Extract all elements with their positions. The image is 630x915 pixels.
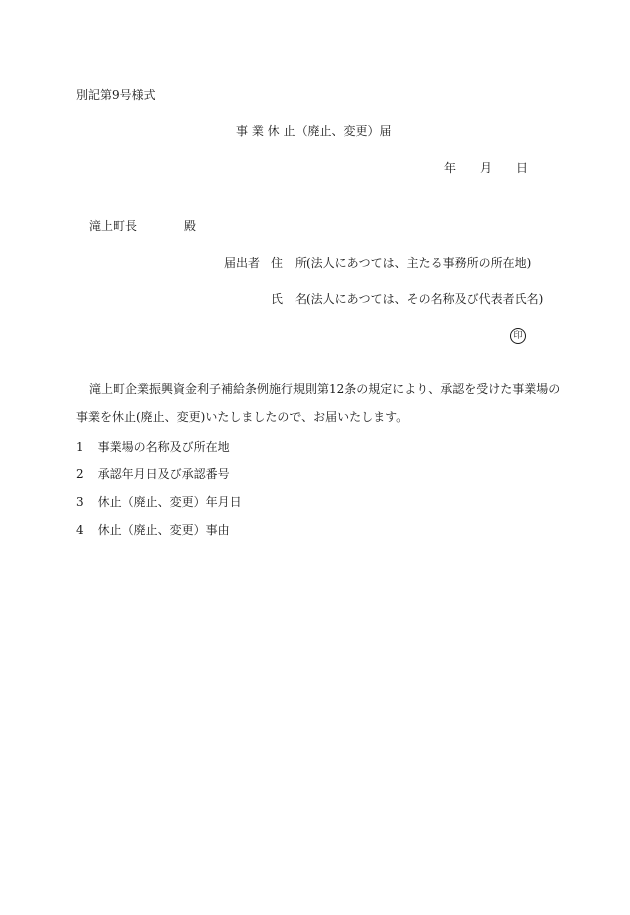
applicant-label: 届出者 (224, 256, 261, 270)
item-text: 事業場の名称及び所在地 (97, 440, 230, 454)
name-note: (法人にあつては、その名称及び代表者氏名) (306, 292, 544, 306)
date-month-label: 月 (480, 161, 493, 175)
list-item (76, 467, 230, 481)
list-item (76, 523, 230, 537)
date-day-label: 日 (516, 161, 529, 175)
item-number: 3 (76, 495, 84, 509)
item-text: 休止（廃止、変更）年月日 (97, 495, 242, 509)
item-number: 1 (76, 440, 84, 454)
seal-mark: 印 (510, 328, 526, 344)
addressee-honorific: 殿 (184, 219, 197, 233)
address-label: 住 所 (271, 256, 308, 270)
body-line-2: 事業を休止(廃止、変更)いたしましたので、お届いたします。 (76, 410, 409, 424)
item-text: 承認年月日及び承認番号 (97, 467, 230, 481)
form-number: 別記第9号様式 (76, 88, 156, 102)
item-text: 休止（廃止、変更）事由 (97, 523, 230, 537)
document-title: 事 業 休 止（廃止、変更）届 (236, 124, 392, 138)
name-label: 氏 名 (271, 292, 308, 306)
body-line-1: 滝上町企業振興資金利子補給条例施行規則第12条の規定により、承認を受けた事業場の (89, 382, 561, 396)
date-year-label: 年 (444, 161, 457, 175)
list-item (76, 495, 242, 509)
address-note: (法人にあつては、主たる事務所の所在地) (306, 256, 532, 270)
addressee-name: 滝上町長 (89, 219, 138, 233)
item-number: 4 (76, 523, 84, 537)
list-item (76, 440, 230, 454)
item-number: 2 (76, 467, 84, 481)
